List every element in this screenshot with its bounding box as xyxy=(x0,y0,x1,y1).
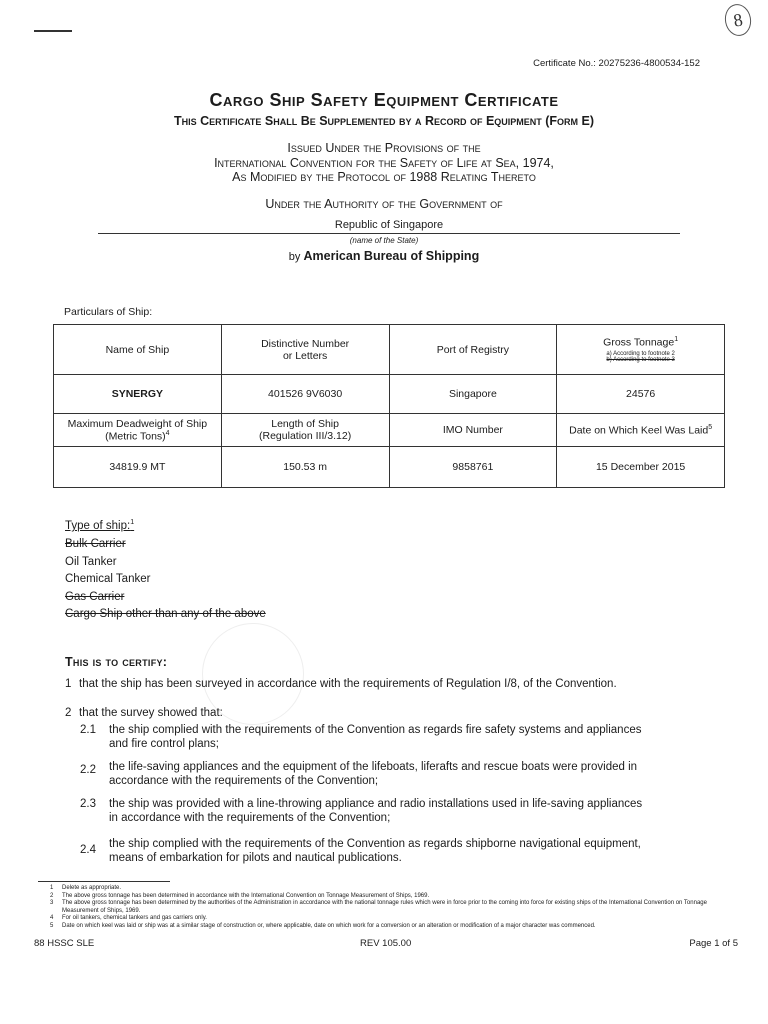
issued-line: As Modified by the Protocol of 1988 Relating Thereto xyxy=(232,170,536,184)
form-code: 88 HSSC SLE xyxy=(34,938,95,949)
item-text: means of embarkation for pilots and nautical publications. xyxy=(109,852,402,864)
cell-deadweight: 34819.9 MT xyxy=(54,447,222,488)
item-text: the life-saving appliances and the equipment of the lifeboats, liferafts and rescue boats were provided in xyxy=(109,761,638,773)
list-item: Bulk Carrier xyxy=(65,538,126,550)
item-number: 1 xyxy=(65,678,72,690)
certify-item xyxy=(80,798,745,828)
cell-length: 150.53 m xyxy=(221,447,389,488)
footnote-ref: 1 xyxy=(130,519,135,526)
gross-option-b: b) According to footnote 3 xyxy=(606,356,675,363)
item-text: in accordance with the requirements of the Convention; xyxy=(109,812,391,824)
item-number: 2.1 xyxy=(80,724,96,736)
header-line: or Letters xyxy=(282,349,328,362)
footnote-ref: 5 xyxy=(708,423,713,431)
certify-item xyxy=(80,724,745,754)
header-port: Port of Registry xyxy=(389,325,557,375)
header-keel: Date on Which Keel Was Laid$^5$ xyxy=(557,414,725,447)
certify-item xyxy=(65,678,745,694)
table-row xyxy=(54,447,725,488)
type-of-ship-label: Type of ship:$^1$ xyxy=(65,519,135,532)
footnotes xyxy=(50,885,740,930)
certify-heading: This is to certify: xyxy=(65,655,168,669)
certify-item xyxy=(65,707,745,723)
cell-imo: 9858761 xyxy=(389,447,557,488)
footnote: 1 Delete as appropriate. xyxy=(50,885,122,891)
header-gross-tonnage xyxy=(557,325,725,375)
header-line: (Metric Tons)$^4$ xyxy=(105,429,170,443)
state-caption: (name of the State) xyxy=(349,236,419,245)
footnote-divider xyxy=(38,881,170,882)
gross-option-a: a) According to footnote 2 xyxy=(606,350,675,357)
list-item: Cargo Ship other than any of the above xyxy=(65,608,266,620)
footnote: 4 For oil tankers, chemical tankers and gas carriers only. xyxy=(50,915,207,921)
footnote-ref: 1 xyxy=(674,336,679,344)
footnote: 3 The above gross tonnage has been determined by the authorities of the Administration in accordance with the national tonnage rules which were in force prior to the coming into force for existing ships of the International Convention on Tonnage Measurement of Ships, 1969. xyxy=(50,900,707,914)
cell-keel: 15 December 2015 xyxy=(557,447,725,488)
footnote: 2 The above gross tonnage has been determined in accordance with the International Convention on Tonnage Measurement of Ships, 1969. xyxy=(50,892,430,899)
certify-item xyxy=(80,761,745,791)
certificate-number: Certificate No.: 20275236-4800534-152 xyxy=(533,58,700,69)
item-text: and fire control plans; xyxy=(109,738,219,750)
cell-distinctive: 401526 9V6030 xyxy=(221,375,389,414)
cell-gross: 24576 xyxy=(557,375,725,414)
state-name: Republic of Singapore xyxy=(98,219,680,234)
certificate-subtitle: This Certificate Shall Be Supplemented by a Record of Equipment (Form E) xyxy=(173,114,595,128)
ship-type-list xyxy=(65,536,266,624)
item-text: that the survey showed that: xyxy=(79,707,223,719)
item-number: 2 xyxy=(65,707,72,719)
issued-line: International Convention for the Safety of Life at Sea, 1974, xyxy=(214,155,554,170)
authority-line: Under the Authority of the Government of xyxy=(265,197,503,211)
header-line: Length of Ship xyxy=(271,418,339,430)
item-number: 2.3 xyxy=(80,798,96,810)
revision: REV 105.00 xyxy=(360,938,412,949)
header-name-of-ship: Name of Ship xyxy=(54,325,222,375)
table-row xyxy=(54,375,725,414)
table-row xyxy=(54,325,725,375)
issued-under-block xyxy=(0,141,768,185)
header-length xyxy=(221,414,389,447)
circled-page-number: 8 xyxy=(722,2,753,38)
header-line: Maximum Deadweight of Ship xyxy=(67,417,208,430)
item-number: 2.4 xyxy=(80,844,96,856)
item-text: accordance with the requirements of the Convention; xyxy=(109,775,379,787)
issued-line: Issued Under the Provisions of the xyxy=(287,141,481,155)
item-number: 2.2 xyxy=(80,764,96,776)
by-prefix: by xyxy=(288,251,301,263)
issuer-line xyxy=(0,249,768,263)
pen-mark xyxy=(34,30,72,32)
certify-item xyxy=(80,838,745,868)
particulars-label: Particulars of Ship: xyxy=(64,306,153,318)
header-deadweight xyxy=(54,414,222,447)
cell-port: Singapore xyxy=(389,375,557,414)
cell-ship-name: SYNERGY xyxy=(54,375,222,414)
item-text: the ship complied with the requirements of the Convention as regards fire safety systems and appliances xyxy=(109,724,642,736)
header-line: Distinctive Number xyxy=(261,337,350,350)
ship-particulars-table xyxy=(53,324,725,488)
list-item: Oil Tanker xyxy=(65,555,117,568)
item-text: the ship was provided with a line-throwing appliance and radio installations used in life-saving appliances xyxy=(109,798,643,810)
footnote-ref: 4 xyxy=(165,429,170,437)
list-item: Gas Carrier xyxy=(65,590,125,603)
footnote: 5 Date on which keel was laid or ship was at a similar stage of construction or, where applicable, date on which work for a conversion or an alteration or modification of a major character was commenced. xyxy=(50,922,596,929)
header-line: (Regulation III/3.12) xyxy=(259,430,352,442)
table-row xyxy=(54,414,725,447)
certificate-title: Cargo Ship Safety Equipment Certificate xyxy=(209,90,559,110)
issuer-name: American Bureau of Shipping xyxy=(303,249,480,263)
item-text: that the ship has been surveyed in accordance with the requirements of Regulation I/8, of the Convention. xyxy=(79,678,617,690)
gross-label: Gross Tonnage xyxy=(603,336,675,349)
header-imo: IMO Number xyxy=(389,414,557,447)
page-number: Page 1 of 5 xyxy=(689,938,738,949)
header-distinctive xyxy=(221,325,389,375)
list-item: Chemical Tanker xyxy=(65,573,151,585)
item-text: the ship complied with the requirements of the Convention as regards shipborne navigational equipment, xyxy=(109,838,641,850)
